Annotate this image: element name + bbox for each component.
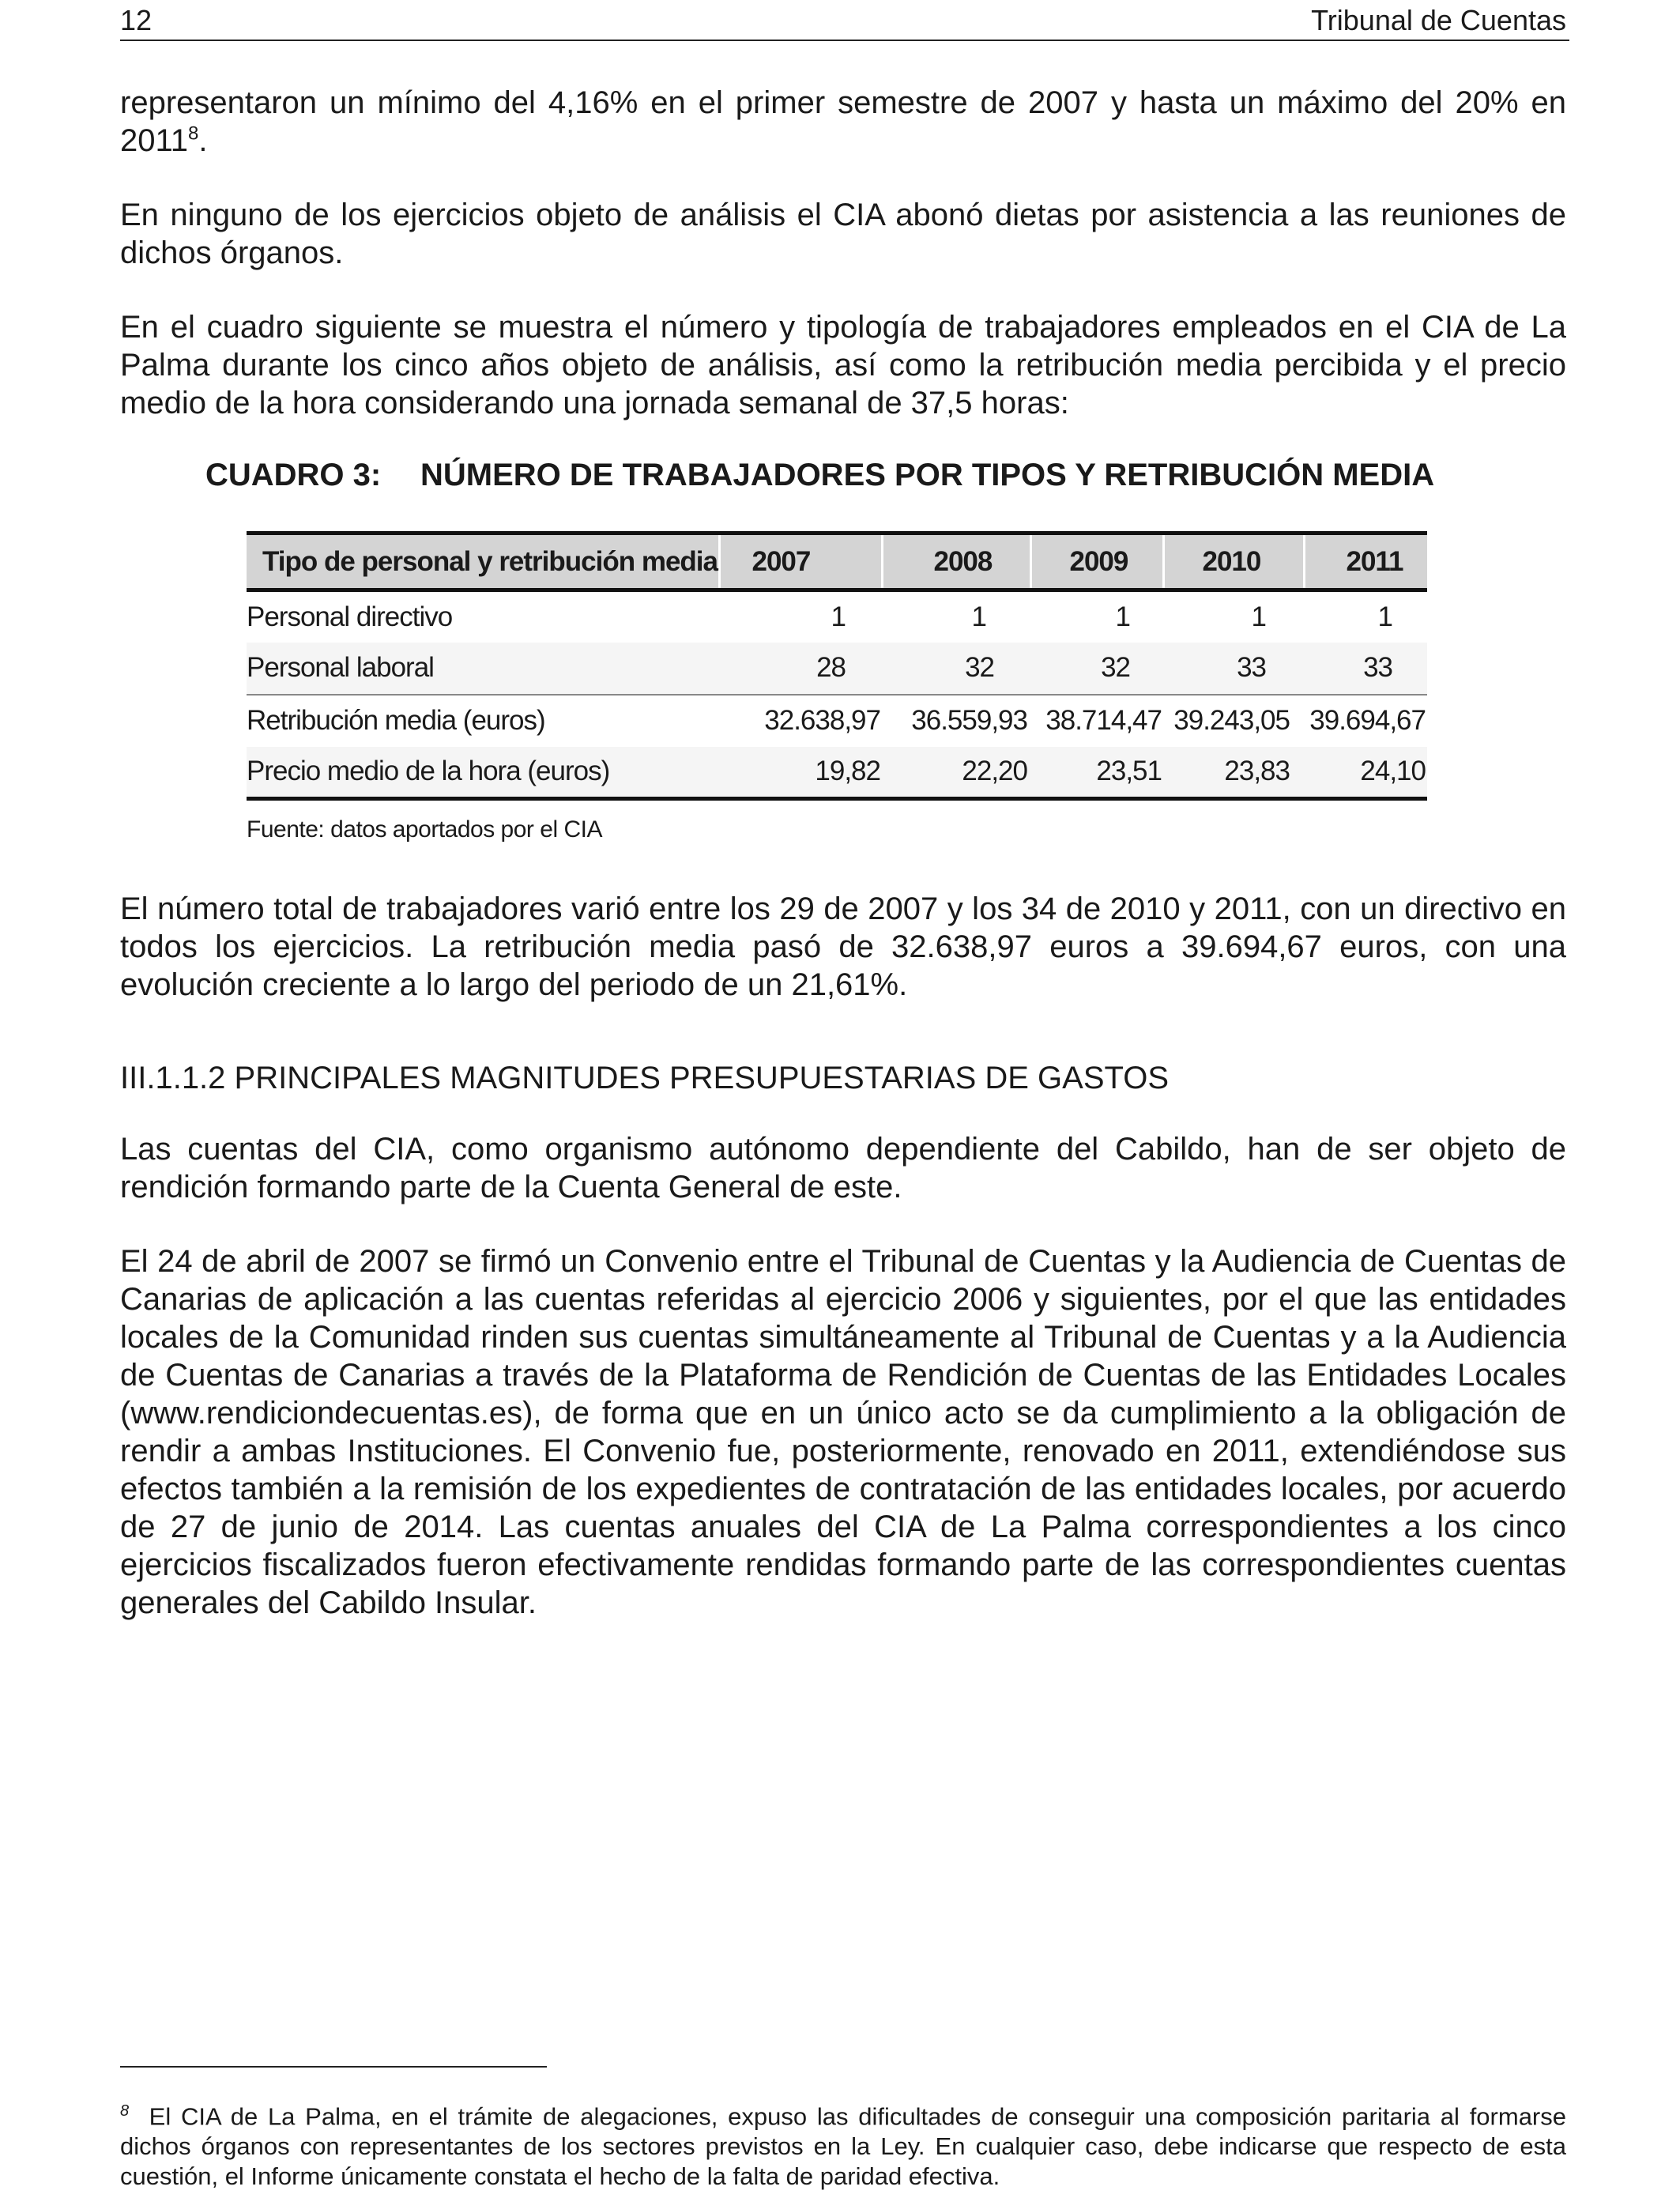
footnote-reference[interactable]: 8 <box>188 123 199 145</box>
header-year: 2008 <box>882 533 1030 590</box>
paragraph-2: En ninguno de los ejercicios objeto de análisis el CIA abonó dietas por asistencia a las reuniones de dichos órganos. <box>120 198 1566 270</box>
table-cell: 39.243,05 <box>1173 705 1290 736</box>
table-cell: 38.714,47 <box>1045 705 1162 736</box>
table-cell: 1 <box>1251 601 1266 632</box>
table-cell: 32.638,97 <box>764 705 880 736</box>
table-cell: 28 <box>719 643 882 695</box>
footnote-marker: 8 <box>120 2102 130 2120</box>
table-label: CUADRO 3: <box>205 458 382 492</box>
table-cell: 23,83 <box>1163 747 1304 799</box>
table-cell: 39.694,67 <box>1309 705 1426 736</box>
table-cell: 23,51 <box>1030 747 1163 799</box>
header-year: 2007 <box>719 533 882 590</box>
table-cell: 32 <box>882 643 1030 695</box>
table-cell: 24,10 <box>1304 747 1427 799</box>
page-number: 12 <box>120 4 153 36</box>
table-row <box>247 590 1427 643</box>
paragraph-1-end: . <box>198 123 208 158</box>
table-cell: 22,20 <box>882 747 1030 799</box>
header-personnel-type: Tipo de personal y retribución media <box>247 533 719 590</box>
paragraph-6: El 24 de abril de 2007 se firmó un Convenio entre el Tribunal de Cuentas y la Audiencia de Cuentas de Canarias de aplicación a las cuentas referidas al ejercicio 2006 y siguientes, por el que las entidades locales de la Comunidad rinden sus cuentas simultáneamente al Tribunal de Cuentas y a la Audiencia de Cuentas de Canarias a través de la Plataforma de Rendición de Cuentas de las Entidades Locales (www.rendiciondecuentas.es), de forma que en un único acto se da cumplimiento a la obligación de rendir a ambas Instituciones. El Convenio fue, posteriormente, renovado en 2011, extendiéndose sus efectos también a la remisión de los expedientes de contratación de las entidades locales, por acuerdo de 27 de junio de 2014. Las cuentas anuales del CIA de La Palma correspondientes a los cinco ejercicios fiscalizados fueron efectivamente rendidas formando parte de las correspondientes cuentas generales del Cabildo Insular. <box>120 1244 1566 1620</box>
table-cell: 32 <box>1030 643 1163 695</box>
header-year: 2009 <box>1030 533 1163 590</box>
paragraph-4: El número total de trabajadores varió entre los 29 de 2007 y los 34 de 2010 y 2011, con un directivo en todos los ejercicios. La retribución media pasó de 32.638,97 euros a 39.694,67 euros, con una evolución creciente a lo largo del periodo de un 21,61%. <box>120 892 1566 1002</box>
table-cell: 1 <box>831 601 846 632</box>
table-cell: 1 <box>1115 601 1130 632</box>
table-caption: NÚMERO DE TRABAJADORES POR TIPOS Y RETRIBUCIÓN MEDIA <box>420 458 1435 492</box>
paragraph-5: Las cuentas del CIA, como organismo autónomo dependiente del Cabildo, han de ser objeto de rendición formando parte de la Cuenta General de este. <box>120 1132 1566 1204</box>
paragraph-3: En el cuadro siguiente se muestra el número y tipología de trabajadores empleados en el CIA de La Palma durante los cinco años objeto de análisis, así como la retribución media percibida y el precio medio de la hora considerando una jornada semanal de 37,5 horas: <box>120 310 1566 420</box>
row-label: Precio medio de la hora (euros) <box>247 747 719 799</box>
row-label: Personal laboral <box>247 643 719 695</box>
table-cell: 19,82 <box>719 747 882 799</box>
table-title <box>205 453 1549 497</box>
staff-table <box>247 531 1427 801</box>
footnote <box>120 2096 1566 2192</box>
table-row <box>247 747 1427 799</box>
page-header <box>120 2 1569 41</box>
table-row <box>247 643 1427 695</box>
paragraph-1-text: representaron un mínimo del 4,16% en el primer semestre de 2007 y hasta un máximo del 20% en 2011 <box>120 85 1566 158</box>
table-cell: 1 <box>971 601 986 632</box>
footnote-text: El CIA de La Palma, en el trámite de alegaciones, expuso las dificultades de conseguir una composición paritaria al formarse dichos órganos con representantes de los sectores previstos en la Ley. En cualquier caso, debe indicarse que respecto de esta cuestión, el Informe únicamente constata el hecho de la falta de paridad efectiva. <box>120 2102 1566 2191</box>
section-heading: III.1.1.2 PRINCIPALES MAGNITUDES PRESUPUESTARIAS DE GASTOS <box>120 1061 1170 1095</box>
table-cell: 33 <box>1304 643 1427 695</box>
table-cell: 36.559,93 <box>911 705 1027 736</box>
paragraph-1 <box>120 84 1566 160</box>
running-title: Tribunal de Cuentas <box>1311 4 1566 36</box>
table-row <box>247 695 1427 747</box>
row-label: Personal directivo <box>247 601 453 632</box>
header-year: 2011 <box>1304 533 1427 590</box>
header-year: 2010 <box>1163 533 1304 590</box>
table-source: Fuente: datos aportados por el CIA <box>247 816 602 843</box>
table-header-row <box>247 533 1427 590</box>
row-label: Retribución media (euros) <box>247 705 545 736</box>
footnote-separator <box>120 2066 547 2068</box>
table-cell: 1 <box>1377 601 1392 632</box>
table-cell: 33 <box>1163 643 1304 695</box>
